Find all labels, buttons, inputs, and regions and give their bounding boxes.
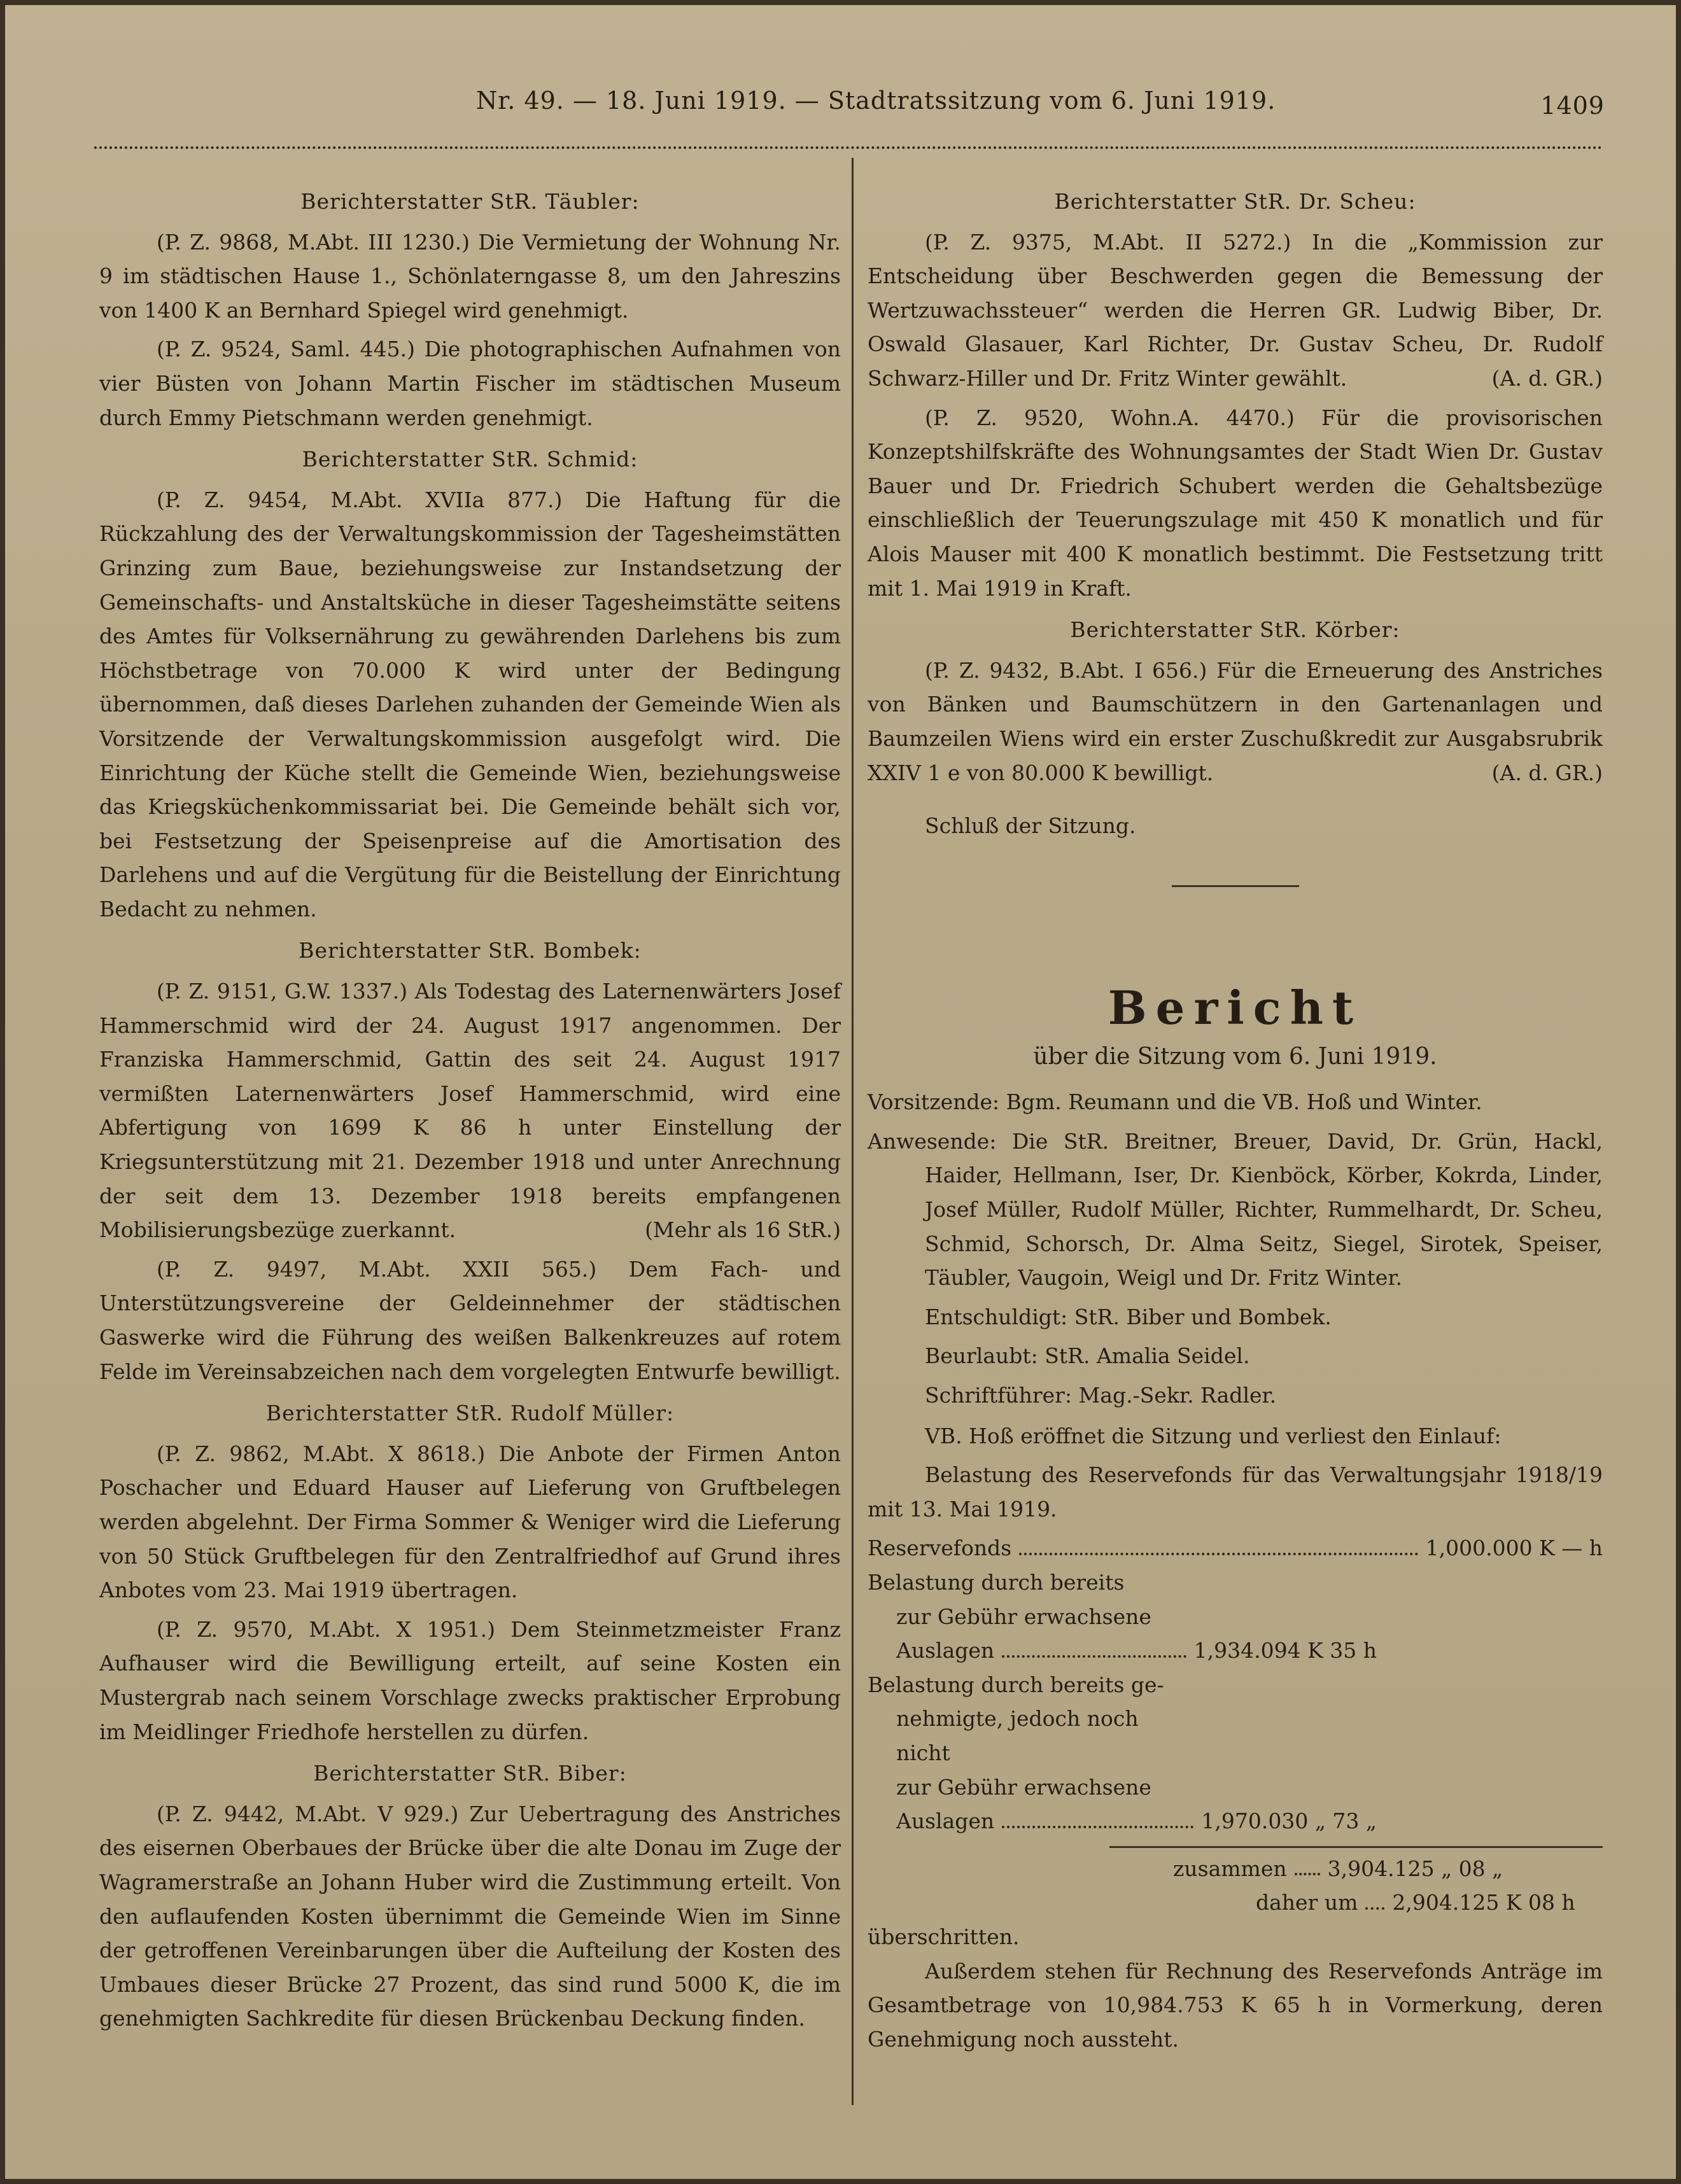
opening-statement: VB. Hoß eröffnet die Sitzung und verliest den Einlauf: <box>925 1423 1502 1448</box>
running-title: Nr. 49. — 18. Juni 1919. — Stadtratssitzung vom 6. Juni 1919. <box>476 87 1276 115</box>
overrun-word: überschritten. <box>868 1924 1020 1949</box>
paragraph: (P. Z. 9868, M.Abt. III 1230.) Die Vermietung der Wohnung Nr. 9 im städtischen Hause 1., Schönlaterngasse 8, um den Jahreszins von 1400 K an Bernhard Spiegel wird genehmigt. <box>99 229 841 323</box>
paragraph-text: (P. Z. 9151, G.W. 1337.) Als Todestag des Laternenwärters Josef Hammerschmid wird der 24. August 1917 angenommen. Der Franziska Hammerschmid, Gattin des seit 24. August 1917 vermißten Laternenwärters Josef Hammerschmid, wird eine Abfertigung von 1699 K 86 h unter Einstellung der Kriegsunterstützung mit 21. Dezember 1918 und unter Anrechnung der seit dem 13. Dezember 1918 bereits empfangenen Mobilisierungsbezüge zuerkannt. <box>99 979 841 1243</box>
excused: Entschuldigt: StR. Biber und Bombek. <box>925 1304 1332 1329</box>
speaker-heading: Berichterstatter StR. Körber: <box>1070 617 1400 643</box>
report-subtitle: über die Sitzung vom 6. Juni 1919. <box>1033 1043 1437 1070</box>
fund-amount: 1,000.000 K — h <box>1425 1536 1603 1561</box>
fund-label: Reservefonds <box>868 1536 1012 1561</box>
charge-1-amount: 1,934.094 K 35 h <box>1193 1638 1377 1663</box>
column-divider <box>852 158 854 2105</box>
paragraph <box>868 225 1603 396</box>
page-number: 1409 <box>1540 92 1605 120</box>
paragraph: (P. Z. 9524, Saml. 445.) Die photographischen Aufnahmen von vier Büsten von Johann Martin Fischer im städtischen Museum durch Emmy Pietschmann werden genehmigt. <box>99 337 841 430</box>
paragraph: (P. Z. 9520, Wohn.A. 4470.) Für die provisorischen Konzeptshilfskräfte des Wohnungsamtes der Stadt Wien Dr. Gustav Bauer und Dr. Friedrich Schubert werden die Gehaltsbezüge einschließlich der Teuerungszulage mit 450 K monatlich und für Alois Mauser mit 400 K monatlich bestimmt. Die Festsetzung tritt mit 1. Mai 1919 in Kraft. <box>868 405 1603 601</box>
speaker-heading: Berichterstatter StR. Dr. Scheu: <box>1054 189 1416 214</box>
reserve-fund-intro: Belastung des Reservefonds für das Verwaltungsjahr 1918/19 mit 13. Mai 1919. <box>868 1462 1603 1522</box>
charge-1-row: Auslagen 1,934.094 K 35 h <box>868 1634 1377 1668</box>
paragraph <box>99 974 841 1247</box>
closing-line: Schluß der Sitzung. <box>925 813 1136 839</box>
approval-note: (A. d. GR.) <box>1491 365 1603 391</box>
total-row: zusammen 3,904.125 „ 08 „ <box>868 1852 1603 1886</box>
overrun-row: daher um 2,904.125 K 08 h <box>868 1886 1603 1920</box>
page-header <box>5 87 1676 131</box>
left-column <box>99 177 841 2041</box>
total-amount: 3,904.125 „ 08 „ <box>1327 1856 1503 1881</box>
final-paragraph: Außerdem stehen für Rechnung des Reservefonds Anträge im Gesamtbetrage von 10,984.753 K 65 h in Vormerkung, deren Genehmigung noch aussteht. <box>868 1958 1603 2052</box>
header-rule <box>94 146 1603 149</box>
paragraph-text: (P. Z. 9432, B.Abt. I 656.) Für die Erneuerung des Anstriches von Bänken und Baumschützern in den Gartenanlagen und Baumzeilen Wiens wird ein erster Zuschußkredit zur Ausgabsrubrik XXIV 1 e von 80.000 K bewilligt. <box>868 657 1603 785</box>
paragraph <box>868 654 1603 790</box>
report-title: Bericht <box>1108 980 1363 1035</box>
paragraph: (P. Z. 9497, M.Abt. XXII 565.) Dem Fach- und Unterstützungsvereine der Geldeinnehmer der städtischen Gaswerke wird die Führung des weißen Balkenkreuzes auf rotem Felde im Vereinsabzeichen nach dem vorgelegten Entwurfe bewilligt. <box>99 1256 841 1384</box>
secretary: Schriftführer: Mag.-Sekr. Radler. <box>925 1383 1277 1408</box>
paragraph: (P. Z. 9570, M.Abt. X 1951.) Dem Steinmetzmeister Franz Aufhauser wird die Bewilligung erteilt, auf seine Kosten ein Mustergrab nach seinem Vorschlage zwecks praktischer Erprobung im Meidlinger Friedhofe herstellen zu dürfen. <box>99 1616 841 1744</box>
paragraph-text: (P. Z. 9375, M.Abt. II 5272.) In die „Kommission zur Entscheidung über Beschwerden gegen die Bemessung der Wertzuwachssteuer“ werden die Herren GR. Ludwig Biber, Dr. Oswald Glasauer, Karl Richter, Dr. Gustav Scheu, Dr. Rudolf Schwarz-Hiller und Dr. Fritz Winter gewählt. <box>868 229 1603 391</box>
charge-2-amount: 1,970.030 „ 73 „ <box>1201 1809 1377 1834</box>
right-column <box>868 177 1603 2061</box>
vote-note: (Mehr als 16 StR.) <box>645 1217 841 1243</box>
reserve-fund-table <box>868 1531 1603 1954</box>
overrun-amount: 2,904.125 K 08 h <box>1392 1890 1575 1915</box>
speaker-heading: Berichterstatter StR. Schmid: <box>302 447 638 472</box>
speaker-heading: Berichterstatter StR. Biber: <box>313 1761 627 1786</box>
paragraph: (P. Z. 9442, M.Abt. V 929.) Zur Uebertragung des Anstriches des eisernen Oberbaues der Brücke über die alte Donau im Zuge der Wagramerstraße an Johann Huber wird die Zustimmung erteilt. Von den auflaufenden Kosten übernimmt die Gemeinde Wien im Sinne der getroffenen Vereinbarungen über die Aufteilung der Kosten des Umbaues dieser Brücke 27 Prozent, das sind rund 5000 K, die im genehmigten Sachkredite für diesen Brückenbau Deckung finden. <box>99 1801 841 2031</box>
speaker-heading: Berichterstatter StR. Täubler: <box>300 189 640 214</box>
chairpersons: Vorsitzende: Bgm. Reumann und die VB. Hoß und Winter. <box>868 1089 1482 1115</box>
paragraph: (P. Z. 9862, M.Abt. X 8618.) Die Anbote der Firmen Anton Poschacher und Eduard Hauser auf Lieferung von Gruftbelegen werden abgelehnt. Der Firma Sommer & Weniger wird die Lieferung von 50 Stück Gruftbelegen für den Zentralfriedhof auf Grund ihres Anbotes vom 23. Mai 1919 übertragen. <box>99 1441 841 1603</box>
charge-1-label: Belastung durch bereits zur Gebühr erwachsene <box>868 1570 1151 1629</box>
speaker-heading: Berichterstatter StR. Bombek: <box>299 938 642 963</box>
charge-2-row: Auslagen 1,970.030 „ 73 „ <box>868 1804 1377 1838</box>
sum-rule <box>1109 1846 1603 1848</box>
charge-2-label: Belastung durch bereits ge- nehmigte, jedoch noch nicht zur Gebühr erwachsene <box>868 1672 1164 1800</box>
section-divider <box>1172 885 1299 887</box>
approval-note: (A. d. GR.) <box>1491 760 1603 785</box>
paragraph: (P. Z. 9454, M.Abt. XVIIa 877.) Die Haftung für die Rückzahlung des der Verwaltungskommission der Tagesheimstätten Grinzing zum Baue, beziehungsweise zur Instandsetzung der Gemeinschafts- und Anstaltsküche in dieser Tagesheimstätte seitens des Amtes für Volksernährung zu gewährenden Darlehens bis zum Höchstbetrage von 70.000 K wird unter der Bedingung übernommen, daß dieses Darlehen zuhanden der Gemeinde Wien als Vorsitzende der Verwaltungskommission ausgefolgt wird. Die Einrichtung der Küche stellt die Gemeinde Wien, beziehungsweise das Kriegsküchenkommissariat bei. Die Gemeinde behält sich vor, bei Festsetzung der Speisenpreise auf die Amortisation des Darlehens und auf die Vergütung für die Beistellung der Einrichtung Bedacht zu nehmen. <box>99 487 841 921</box>
speaker-heading: Berichterstatter StR. Rudolf Müller: <box>265 1401 675 1426</box>
fund-row <box>868 1531 1603 1565</box>
on-leave: Beurlaubt: StR. Amalia Seidel. <box>925 1343 1250 1369</box>
attendees: Anwesende: Die StR. Breitner, Breuer, David, Dr. Grün, Hackl, Haider, Hellmann, Iser, Dr. Kienböck, Körber, Kokrda, Linder, Josef Müller, Rudolf Müller, Richter, Rummelhardt, Dr. Scheu, Schmid, Schorsch, Dr. Alma Seitz, Siegel, Sirotek, Speiser, Täubler, Vaugoin, Weigl und Dr. Fritz Winter. <box>868 1128 1603 1291</box>
